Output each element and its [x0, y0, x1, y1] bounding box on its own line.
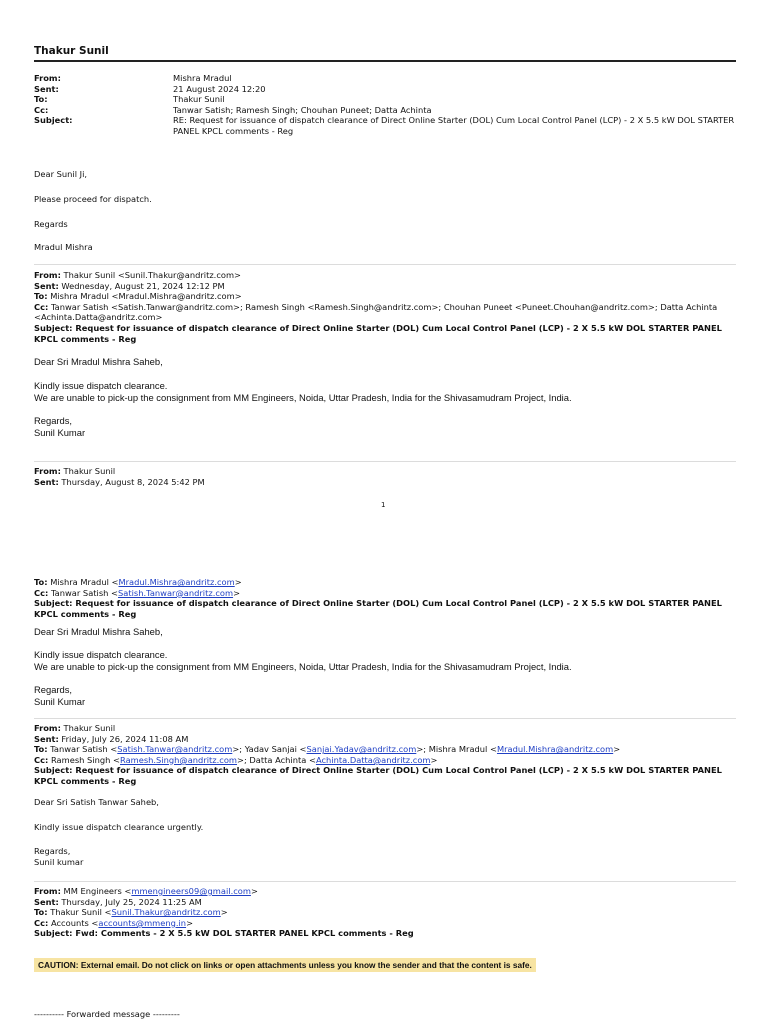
sent-label: Sent:	[34, 83, 59, 94]
subject-value: Request for issuance of dispatch clearance of Direct Online Starter (DOL) Cum Local Control Panel (LCP) - 2 X 5.5 kW DOL STARTER PANEL KPCL comments - Reg	[34, 765, 722, 786]
body-regards: Regards	[34, 219, 68, 229]
email-link[interactable]: Mradul.Mishra@andritz.com	[118, 577, 235, 587]
message-separator	[34, 461, 736, 462]
cc-value: Tanwar Satish <	[48, 587, 119, 598]
email-link[interactable]: Satish.Tanwar@andritz.com	[117, 744, 233, 755]
to-value: >; Mishra Mradul <	[416, 744, 497, 755]
message-separator	[34, 718, 736, 719]
to-value-end: >	[234, 577, 242, 587]
sent-value: Friday, July 26, 2024 11:08 AM	[58, 733, 189, 744]
cc-value-end: >	[186, 917, 194, 928]
from-value: MM Engineers <	[60, 886, 132, 896]
header-rule	[34, 60, 736, 62]
body-signoff	[34, 684, 736, 708]
cc-value: Ramesh Singh <	[48, 754, 120, 765]
body-line: Kindly issue dispatch clearance.	[34, 380, 168, 391]
to-value: Mishra Mradul <	[47, 577, 119, 587]
quoted-header-3-bottom	[34, 577, 736, 619]
quoted-header-3-top	[34, 466, 736, 487]
subject-label: Subject:	[34, 928, 73, 939]
to-label: To:	[34, 94, 48, 105]
to-value-end: >	[220, 907, 228, 918]
body-signature: Sunil Kumar	[34, 696, 86, 707]
body-signoff	[34, 415, 736, 439]
to-label: To:	[34, 744, 48, 755]
body-greeting: Dear Sri Mradul Mishra Saheb,	[34, 626, 163, 637]
subject-value	[173, 115, 736, 136]
email-link[interactable]: Mradul.Mishra@andritz.com	[496, 744, 614, 755]
to-label: To:	[34, 907, 48, 918]
body-line: We are unable to pick-up the consignment from MM Engineers, Noida, Uttar Pradesh, India for the Shivasamudram Project, India.	[34, 661, 572, 672]
body-signature: Sunil kumar	[34, 856, 84, 867]
message-header	[34, 73, 736, 137]
subject-label: Subject:	[34, 598, 73, 609]
from-label: From:	[34, 886, 61, 896]
cc-value: Accounts <	[48, 917, 99, 928]
email-link[interactable]: Achinta.Datta@andritz.com	[315, 754, 431, 765]
cc-label: Cc:	[34, 301, 49, 312]
cc-label: Cc:	[34, 587, 49, 598]
external-email-caution-banner: CAUTION: External email. Do not click on links or open attachments unless you know the sender and that the content is safe.	[34, 958, 536, 972]
to-value: >; Yadav Sanjai <	[232, 744, 307, 755]
message-separator	[34, 264, 736, 265]
cc-value: Tanwar Satish; Ramesh Singh; Chouhan Puneet; Datta Achinta	[173, 104, 432, 115]
body-signature: Mradul Mishra	[34, 242, 93, 252]
from-value: Thakur Sunil	[60, 466, 116, 476]
cc-value: Tanwar Satish <Satish.Tanwar@andritz.com>; Ramesh Singh <Ramesh.Singh@andritz.com>; Chouhan Puneet <Puneet.Chouhan@andritz.com>; Datta Achinta	[48, 301, 718, 312]
from-value-end: >	[250, 886, 258, 896]
page-number: 1	[381, 501, 386, 509]
email-link[interactable]: Sunil.Thakur@andritz.com	[111, 907, 221, 918]
email-link[interactable]: Ramesh.Singh@andritz.com	[119, 754, 237, 765]
body-text	[34, 649, 736, 673]
to-label: To:	[34, 577, 48, 587]
to-value: Thakur Sunil <	[47, 907, 112, 918]
sent-label: Sent:	[34, 476, 59, 487]
to-value: Thakur Sunil	[173, 94, 225, 105]
to-label: To:	[34, 291, 48, 302]
sent-value: 21 August 2024 12:20	[173, 83, 266, 94]
from-label: From:	[34, 270, 61, 280]
header-sent-row	[34, 84, 736, 95]
body-signature: Sunil Kumar	[34, 427, 86, 438]
sent-value: Thursday, August 8, 2024 5:42 PM	[58, 476, 205, 487]
cc-label: Cc:	[34, 754, 49, 765]
forwarded-message-marker: ---------- Forwarded message ---------	[34, 1009, 180, 1019]
quoted-header-2	[34, 270, 736, 344]
to-value: Mishra Mradul <Mradul.Mishra@andritz.com>	[47, 291, 242, 302]
subject-value: Request for issuance of dispatch clearance of Direct Online Starter (DOL) Cum Local Control Panel (LCP) - 2 X 5.5 kW DOL STARTER PANEL KPCL comments - Reg	[34, 322, 722, 344]
to-value-end: >	[613, 744, 621, 755]
cc-value-end: >	[233, 587, 241, 598]
sent-label: Sent:	[34, 733, 59, 744]
from-label: From:	[34, 466, 61, 476]
body-greeting: Dear Sri Satish Tanwar Saheb,	[34, 797, 159, 807]
sent-label: Sent:	[34, 280, 59, 291]
body-regards: Regards,	[34, 415, 73, 426]
from-value: Thakur Sunil	[60, 723, 116, 733]
email-link[interactable]: mmengineers09@gmail.com	[131, 886, 251, 896]
from-label: From:	[34, 723, 61, 733]
subject-line-1: RE: Request for issuance of dispatch clearance of Direct Online Starter (DOL) Cum Local Control Panel (LCP) - 2 X 5.5 kW DOL STARTER	[173, 115, 735, 126]
cc-value-end: >	[430, 754, 438, 765]
body-line: Please proceed for dispatch.	[34, 194, 152, 204]
cc-value: >; Datta Achinta <	[237, 754, 316, 765]
body-greeting: Dear Sunil Ji,	[34, 169, 88, 179]
mailbox-owner-name: Thakur Sunil	[34, 45, 109, 57]
header-cc-row	[34, 105, 736, 116]
cc-value-cont: <Achinta.Datta@andritz.com>	[34, 312, 163, 323]
header-from-row	[34, 73, 736, 84]
email-link[interactable]: Satish.Tanwar@andritz.com	[118, 587, 234, 598]
subject-label: Subject:	[34, 765, 73, 776]
body-greeting: Dear Sri Mradul Mishra Saheb,	[34, 356, 163, 367]
from-value: Thakur Sunil <Sunil.Thakur@andritz.com>	[60, 270, 241, 280]
body-text	[34, 380, 736, 404]
body-signoff	[34, 846, 736, 867]
from-value: Mishra Mradul	[173, 73, 232, 83]
subject-label: Subject:	[34, 115, 73, 126]
subject-value: Request for issuance of dispatch clearance of Direct Online Starter (DOL) Cum Local Control Panel (LCP) - 2 X 5.5 kW DOL STARTER PANEL KPCL comments - Reg	[34, 598, 722, 619]
email-link[interactable]: Sanjai.Yadav@andritz.com	[306, 744, 417, 755]
sent-value: Thursday, July 25, 2024 11:25 AM	[58, 896, 202, 907]
subject-value: Fwd: Comments - 2 X 5.5 kW DOL STARTER PANEL KPCL comments - Reg	[72, 928, 414, 939]
quoted-header-4	[34, 723, 736, 787]
body-line: We are unable to pick-up the consignment from MM Engineers, Noida, Uttar Pradesh, India for the Shivasamudram Project, India.	[34, 392, 572, 403]
body-regards: Regards,	[34, 684, 73, 695]
message-separator	[34, 881, 736, 882]
header-subject-row	[34, 115, 736, 136]
subject-line-2: PANEL KPCL comments - Reg	[173, 125, 294, 136]
sent-label: Sent:	[34, 896, 59, 907]
sent-value: Wednesday, August 21, 2024 12:12 PM	[58, 280, 225, 291]
quoted-header-5	[34, 886, 736, 939]
email-link[interactable]: accounts@mmeng.in	[98, 917, 187, 928]
from-label: From:	[34, 73, 61, 83]
subject-label: Subject:	[34, 322, 73, 333]
body-regards: Regards,	[34, 846, 71, 856]
body-line: Kindly issue dispatch clearance urgently.	[34, 822, 204, 832]
to-value: Tanwar Satish <	[47, 744, 118, 755]
cc-label: Cc:	[34, 104, 49, 115]
cc-label: Cc:	[34, 917, 49, 928]
header-to-row	[34, 94, 736, 105]
body-line: Kindly issue dispatch clearance.	[34, 649, 168, 660]
